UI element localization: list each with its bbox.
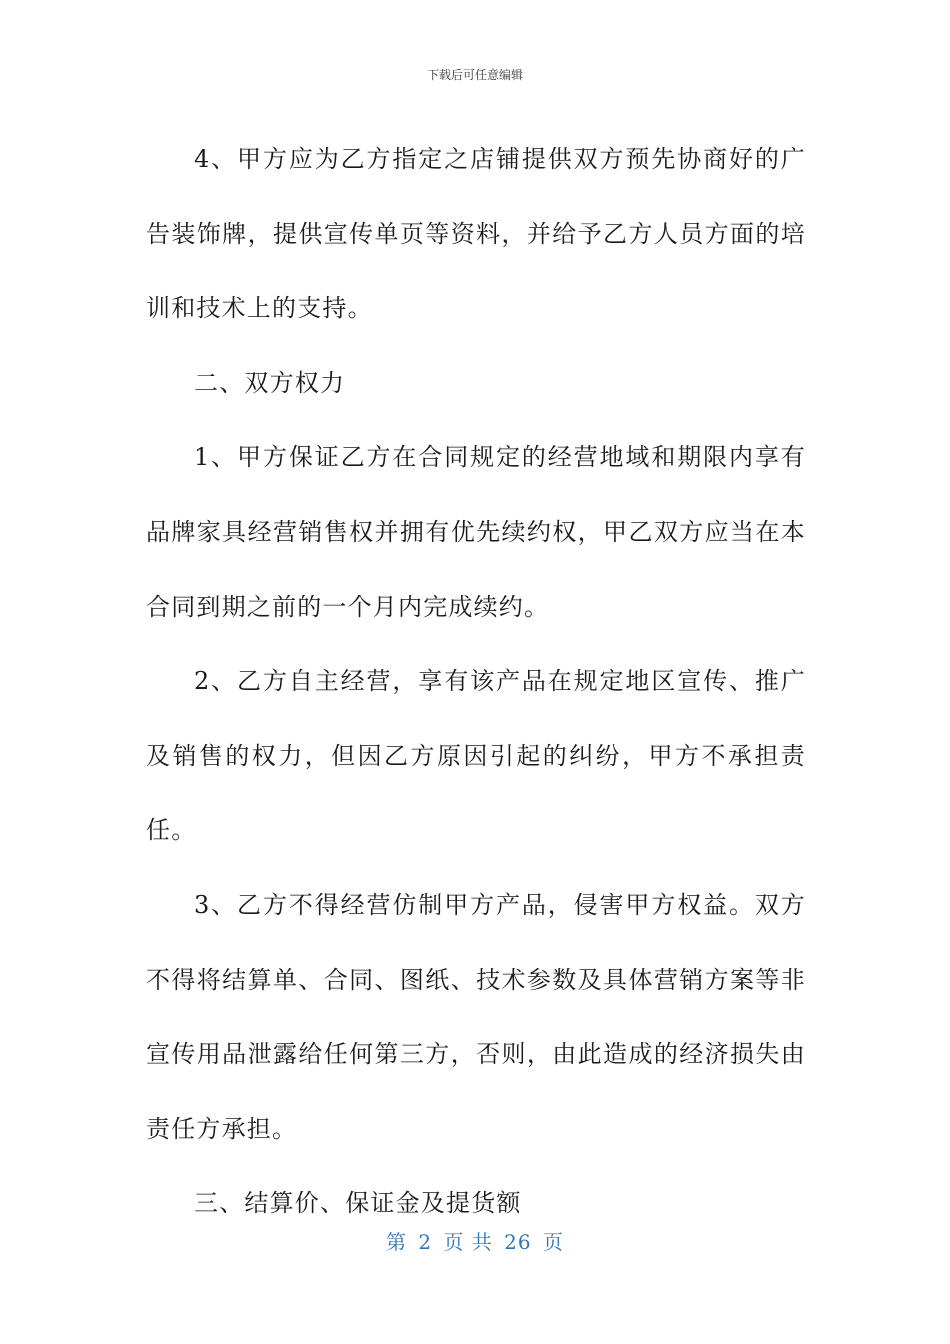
document-body — [146, 122, 806, 1241]
footer-prefix: 第 — [386, 1230, 407, 1254]
paragraph-rights-1: 1、甲方保证乙方在合同规定的经营地域和期限内享有品牌家具经营销售权并拥有优先续约权，甲乙双方应当在本合同到期之前的一个月内完成续约。 — [146, 443, 806, 621]
footer-middle: 页 共 — [443, 1230, 493, 1254]
section-heading-settlement: 三、结算价、保证金及提货额 — [194, 1189, 522, 1218]
header-note: 下载后可任意编辑 — [426, 68, 523, 82]
page-footer — [0, 1226, 950, 1255]
section-heading-rights: 二、双方权力 — [194, 368, 346, 397]
footer-current-page: 2 — [418, 1230, 433, 1254]
paragraph-clause-4: 4、甲方应为乙方指定之店铺提供双方预先协商好的广告装饰牌，提供宣传单页等资料，并给予乙方人员方面的培训和技术上的支持。 — [146, 145, 806, 323]
footer-suffix: 页 — [542, 1230, 564, 1254]
footer-total-pages: 26 — [504, 1230, 532, 1254]
paragraph-rights-3: 3、乙方不得经营仿制甲方产品，侵害甲方权益。双方不得将结算单、合同、图纸、技术参数及具体营销方案等非宣传用品泄露给任何第三方，否则，由此造成的经济损失由责任方承担。 — [146, 890, 806, 1143]
paragraph-rights-2: 2、乙方自主经营，享有该产品在规定地区宣传、推广及销售的权力，但因乙方原因引起的纠纷，甲方不承担责任。 — [146, 667, 806, 845]
